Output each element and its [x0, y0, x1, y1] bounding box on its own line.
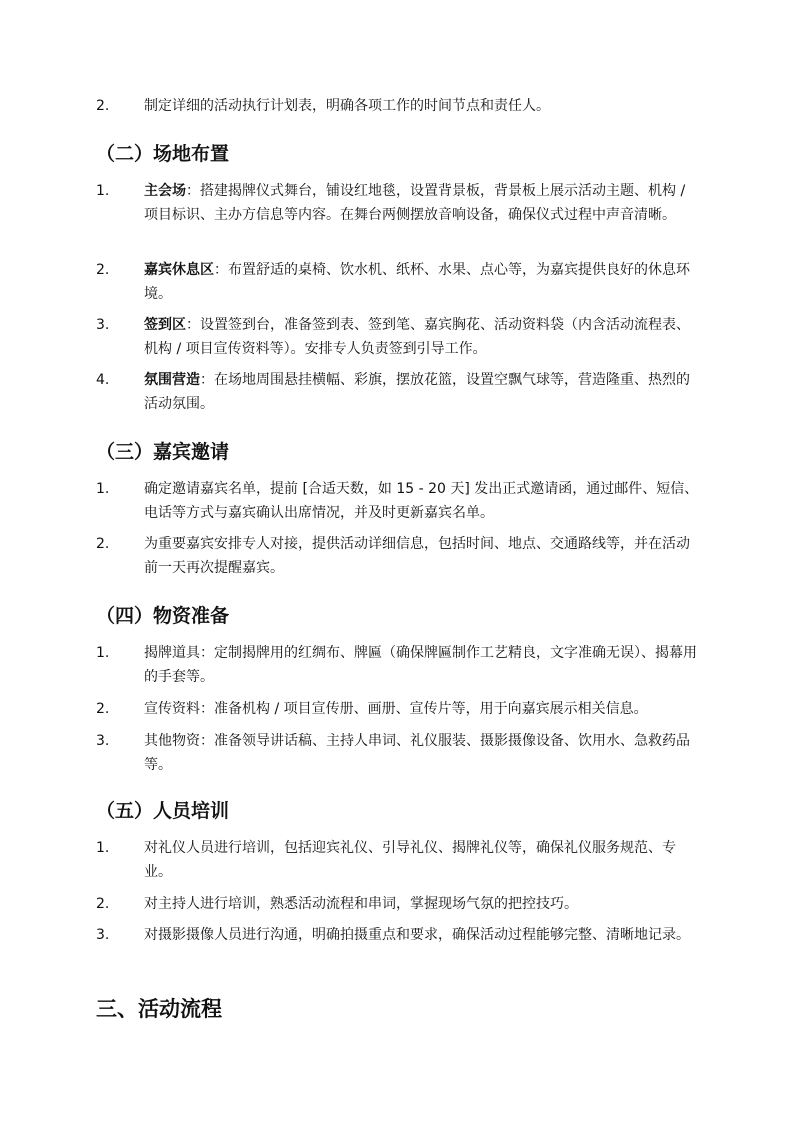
list-number: 3. — [96, 317, 110, 333]
list-body: ：在场地周围悬挂横幅、彩旗，摆放花篮，设置空飘气球等，营造隆重、热烈的活动氛围。 — [144, 372, 690, 412]
list-text: 为重要嘉宾安排专人对接，提供活动详细信息，包括时间、地点、交通路线等，并在活动前一天再次提醒嘉宾。 — [144, 536, 690, 576]
list-text: 对摄影摄像人员进行沟通，明确拍摄重点和要求，确保活动过程能够完整、清晰地记录。 — [144, 927, 690, 943]
list-text: 揭牌道具：定制揭牌用的红绸布、牌匾（确保牌匾制作工艺精良，文字准确无误）、揭幕用的手套等。 — [144, 645, 697, 685]
list-number: 4. — [96, 372, 110, 388]
list-number: 2. — [96, 701, 110, 717]
list-number: 1. — [96, 645, 110, 661]
list-item — [96, 641, 706, 689]
list-text — [144, 258, 700, 306]
list-number: 3. — [96, 927, 110, 943]
list-body: ：搭建揭牌仪式舞台，铺设红地毯，设置背景板，背景板上展示活动主题、机构 / 项目标识、主办方信息等内容。在舞台两侧摆放音响设备，确保仪式过程中声音清晰。 — [144, 183, 686, 223]
list-item — [96, 697, 706, 721]
list-text: 对礼仪人员进行培训，包括迎宾礼仪、引导礼仪、揭牌礼仪等，确保礼仪服务规范、专业。 — [144, 840, 676, 880]
list-text: 对主持人进行培训，熟悉活动流程和串词，掌握现场气氛的把控技巧。 — [144, 896, 578, 912]
list-item — [96, 836, 706, 884]
list-number: 1. — [96, 183, 110, 199]
list-text — [144, 368, 700, 416]
list-number: 1. — [96, 481, 110, 497]
list-item — [96, 892, 706, 916]
list-item — [96, 532, 706, 580]
list-term: 嘉宾休息区 — [144, 262, 214, 278]
list-item — [96, 477, 706, 525]
list-number: 2. — [96, 896, 110, 912]
section-heading-training: （五）人员培训 — [96, 800, 230, 822]
list-number: 1. — [96, 840, 110, 856]
list-item — [96, 368, 706, 416]
list-item — [96, 729, 706, 777]
section-heading-guests: （三）嘉宾邀请 — [96, 441, 230, 463]
list-item — [96, 94, 706, 118]
list-number: 2. — [96, 536, 110, 552]
list-item — [96, 258, 706, 306]
list-text: 其他物资：准备领导讲话稿、主持人串词、礼仪服装、摄影摄像设备、饮用水、急救药品等。 — [144, 733, 690, 773]
list-number: 3. — [96, 733, 110, 749]
chapter-heading-process: 三、活动流程 — [96, 997, 222, 1021]
section-heading-materials: （四）物资准备 — [96, 605, 230, 627]
list-item — [96, 923, 706, 947]
list-body: ：布置舒适的桌椅、饮水机、纸杯、水果、点心等，为嘉宾提供良好的休息环境。 — [144, 262, 690, 302]
list-item — [96, 313, 706, 361]
list-text — [144, 179, 700, 227]
list-text: 制定详细的活动执行计划表，明确各项工作的时间节点和责任人。 — [144, 98, 550, 114]
list-term: 签到区 — [144, 317, 186, 333]
list-text — [144, 313, 700, 361]
list-item — [96, 179, 706, 227]
list-text: 确定邀请嘉宾名单，提前 [合适天数，如 15 - 20 天] 发出正式邀请函，通过邮件、短信、电话等方式与嘉宾确认出席情况，并及时更新嘉宾名单。 — [144, 481, 699, 521]
list-term: 氛围营造 — [144, 372, 200, 388]
list-body: ：设置签到台，准备签到表、签到笔、嘉宾胸花、活动资料袋（内含活动流程表、机构 / 项目宣传资料等）。安排专人负责签到引导工作。 — [144, 317, 690, 357]
list-text: 宣传资料：准备机构 / 项目宣传册、画册、宣传片等，用于向嘉宾展示相关信息。 — [144, 701, 648, 717]
section-heading-venue: （二）场地布置 — [96, 143, 230, 165]
list-number: 2. — [96, 98, 110, 114]
list-term: 主会场 — [144, 183, 186, 199]
list-number: 2. — [96, 262, 110, 278]
